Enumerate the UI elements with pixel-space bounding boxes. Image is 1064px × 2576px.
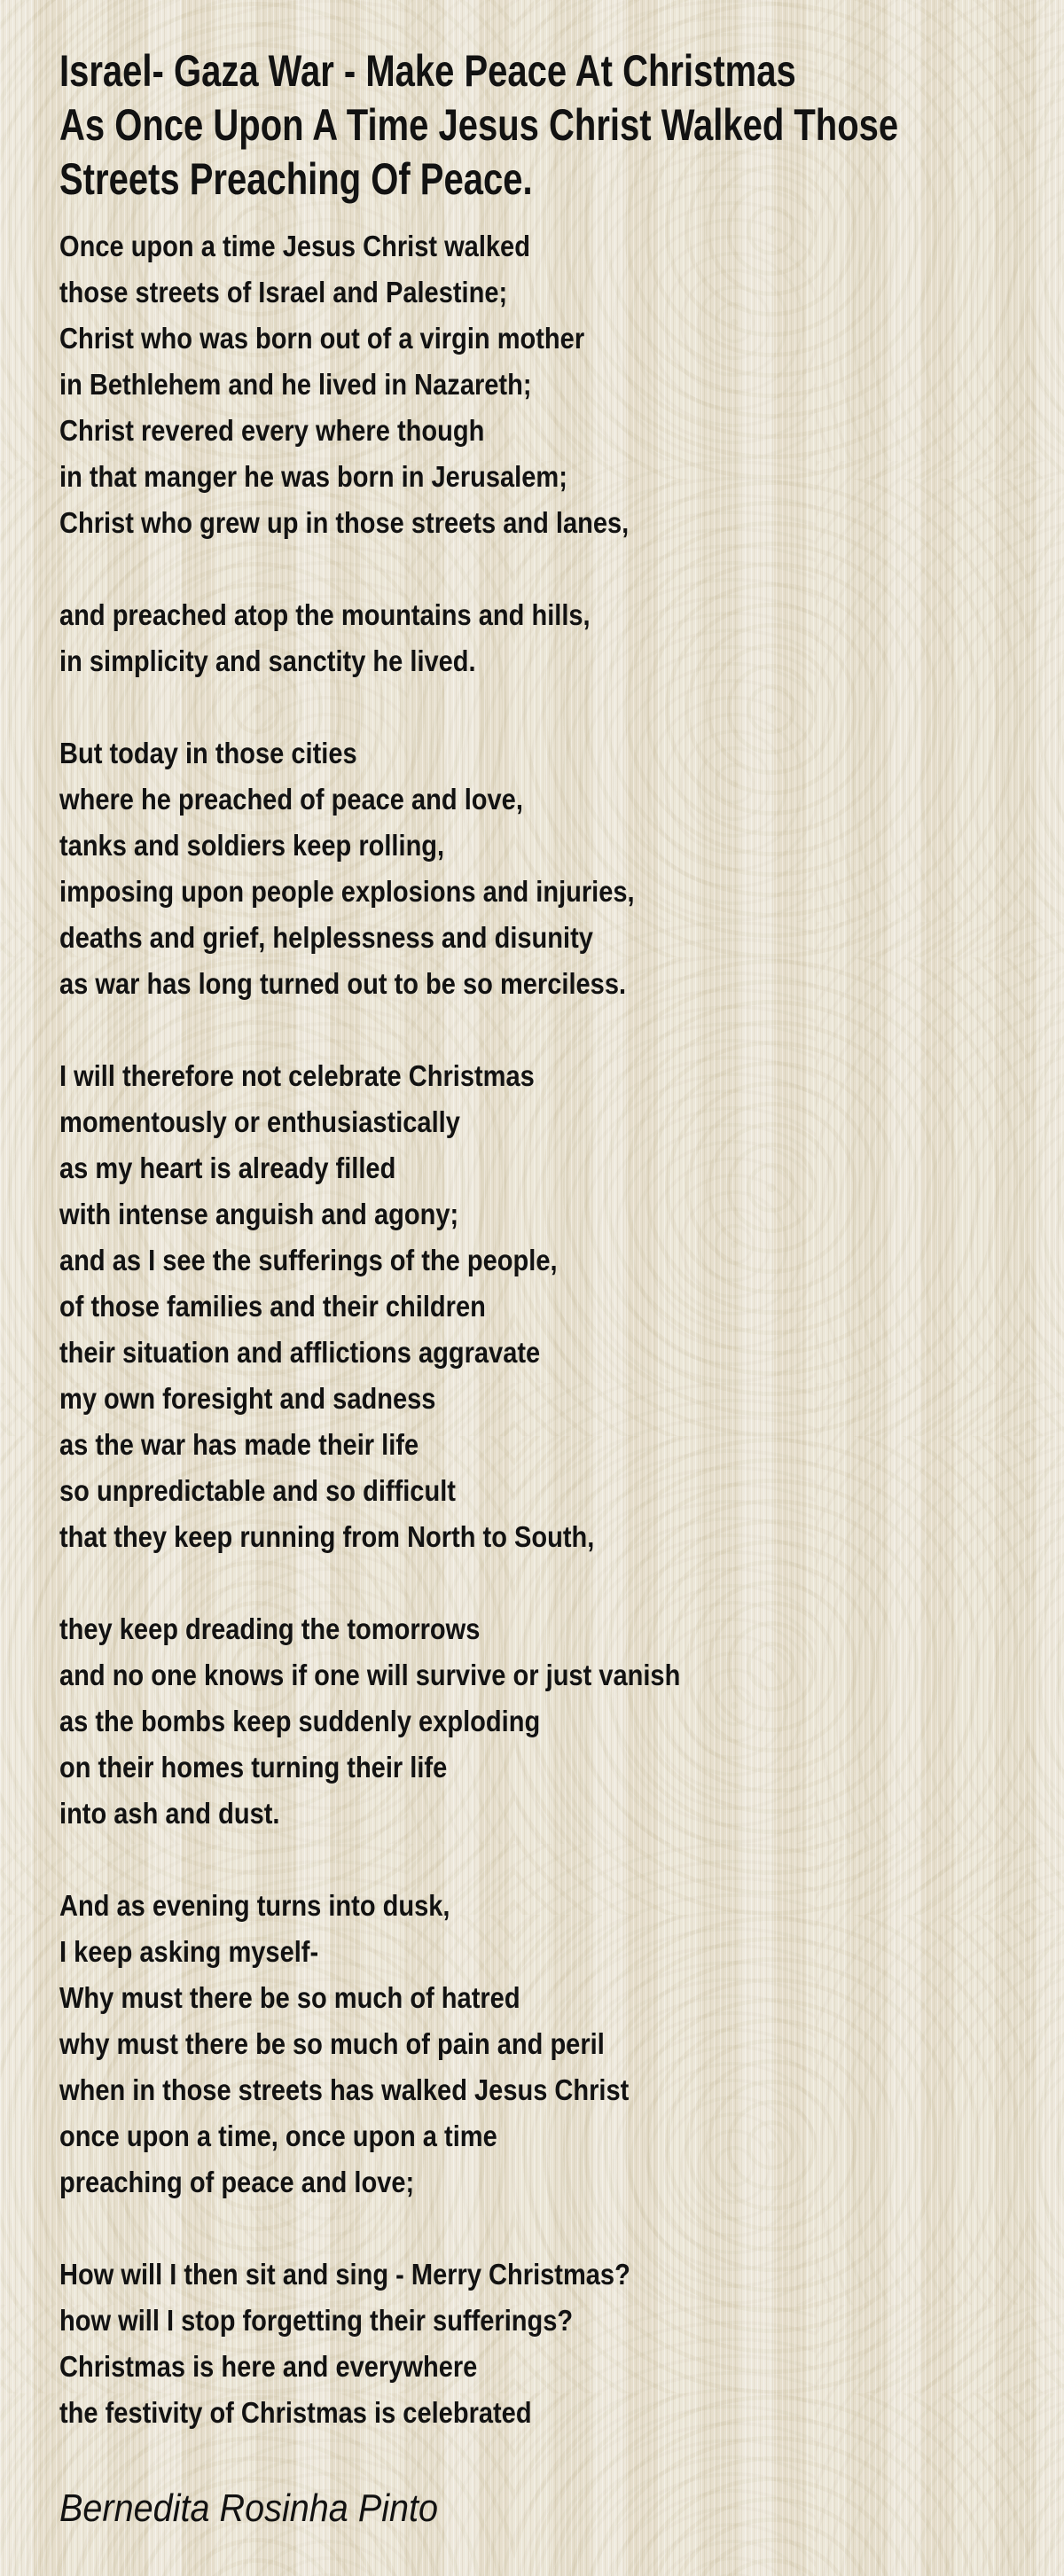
- poem-line: in Bethlehem and he lived in Nazareth;: [59, 368, 532, 401]
- poem-line: and as I see the sufferings of the people,: [59, 1244, 558, 1276]
- poem-line: how will I stop forgetting their sufferings?: [59, 2304, 574, 2337]
- poem-line: I keep asking myself-: [59, 1935, 319, 1968]
- poem-line: of those families and their children: [59, 1290, 486, 1323]
- poem-line: preaching of peace and love;: [59, 2166, 415, 2198]
- poem-line: in that manger he was born in Jerusalem;: [59, 460, 567, 493]
- poem-line: those streets of Israel and Palestine;: [59, 276, 508, 308]
- poem-line: the festivity of Christmas is celebrated: [59, 2396, 532, 2429]
- poem-title-line: Israel- Gaza War - Make Peace At Christmas: [59, 46, 796, 96]
- poem-line: and no one knows if one will survive or just vanish: [59, 1659, 681, 1691]
- poem-line: Christmas is here and everywhere: [59, 2350, 478, 2383]
- poem-line: their situation and afflictions aggravate: [59, 1336, 541, 1369]
- poem-line: so unpredictable and so difficult: [59, 1474, 456, 1507]
- stanza: [59, 1606, 1064, 1837]
- poem-line: Christ who grew up in those streets and lanes,: [59, 506, 630, 539]
- poem-line: where he preached of peace and love,: [59, 783, 523, 816]
- poem-line: that they keep running from North to South,: [59, 1520, 595, 1553]
- poem-line: when in those streets has walked Jesus Christ: [59, 2073, 630, 2106]
- stanza: [59, 223, 1064, 546]
- poem-line: why must there be so much of pain and peril: [59, 2027, 605, 2060]
- stanza: [59, 2252, 1064, 2436]
- poem-author: Bernedita Rosinha Pinto: [59, 2486, 439, 2530]
- poem-line: they keep dreading the tomorrows: [59, 1612, 481, 1645]
- poem-title-line: As Once Upon A Time Jesus Christ Walked Those: [59, 100, 899, 150]
- stanza: [59, 592, 1064, 684]
- poem-title: [59, 44, 1064, 207]
- poem-line: as the bombs keep suddenly exploding: [59, 1705, 541, 1737]
- stanza: [59, 1053, 1064, 1560]
- poem-line: with intense anguish and agony;: [59, 1198, 459, 1230]
- poem-line: as war has long turned out to be so merciless.: [59, 967, 627, 1000]
- poem-line: as the war has made their life: [59, 1428, 419, 1461]
- poem-line: imposing upon people explosions and injuries,: [59, 875, 635, 908]
- poem-line: Why must there be so much of hatred: [59, 1981, 520, 2014]
- poem-line: and preached atop the mountains and hills,: [59, 598, 591, 631]
- poem-title-line: Streets Preaching Of Peace.: [59, 154, 533, 204]
- poem-line: Once upon a time Jesus Christ walked: [59, 230, 530, 262]
- stanza: [59, 1883, 1064, 2205]
- poem-line: my own foresight and sadness: [59, 1382, 436, 1415]
- poem-line: into ash and dust.: [59, 1797, 280, 1830]
- poem-body: [59, 223, 1064, 2436]
- poem-line: How will I then sit and sing - Merry Christmas?: [59, 2258, 630, 2291]
- poem-line: tanks and soldiers keep rolling,: [59, 829, 445, 862]
- poem-line: in simplicity and sanctity he lived.: [59, 644, 476, 677]
- poem-line: But today in those cities: [59, 737, 357, 769]
- poem-line: as my heart is already filled: [59, 1151, 396, 1184]
- poem-line: I will therefore not celebrate Christmas: [59, 1059, 535, 1092]
- poem-line: Christ who was born out of a virgin mother: [59, 322, 585, 355]
- poem-line: And as evening turns into dusk,: [59, 1889, 450, 1922]
- poem-line: momentously or enthusiastically: [59, 1105, 460, 1138]
- poem-line: on their homes turning their life: [59, 1751, 448, 1784]
- stanza: [59, 730, 1064, 1007]
- poem-line: once upon a time, once upon a time: [59, 2119, 497, 2152]
- poem-line: deaths and grief, helplessness and disunity: [59, 921, 593, 954]
- poem-line: Christ revered every where though: [59, 414, 485, 447]
